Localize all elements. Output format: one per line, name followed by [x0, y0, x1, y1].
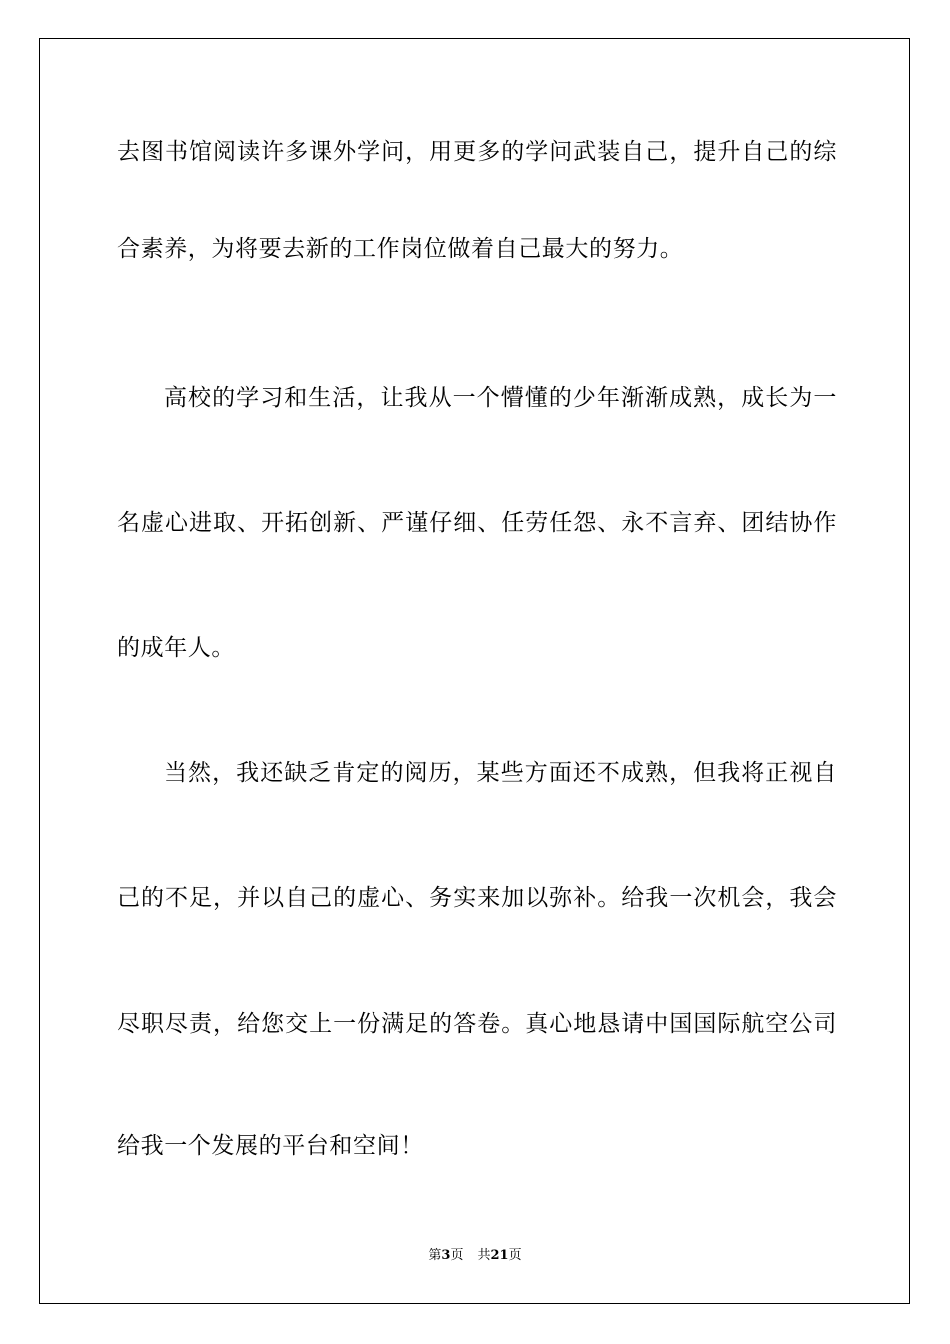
- text-line: 名虚心进取、开拓创新、严谨仔细、任劳任怨、永不言弃、团结协作: [117, 510, 837, 536]
- total-pages: 21: [490, 1248, 509, 1263]
- text-line: 给我一个发展的平台和空间！: [117, 1133, 424, 1159]
- total-prefix: 共: [477, 1248, 491, 1263]
- total-suffix: 页: [508, 1248, 522, 1263]
- text-line: 的成年人。: [117, 635, 235, 661]
- text-line: 己的不足，并以自己的虚心、务实来加以弥补。给我一次机会，我会: [117, 885, 837, 911]
- text-line: 高校的学习和生活，让我从一个懵懂的少年渐渐成熟，成长为一: [164, 385, 837, 411]
- page-suffix: 页: [450, 1248, 464, 1263]
- text-line: 去图书馆阅读许多课外学问，用更多的学问武装自己，提升自己的综: [117, 139, 837, 165]
- page-footer: [0, 1247, 950, 1265]
- text-line: 当然，我还缺乏肯定的阅历，某些方面还不成熟，但我将正视自: [164, 760, 837, 786]
- text-line: 尽职尽责，给您交上一份满足的答卷。真心地恳请中国国际航空公司: [117, 1011, 837, 1037]
- page-frame: [39, 38, 910, 1304]
- page-number: 3: [441, 1248, 451, 1263]
- text-line: 合素养，为将要去新的工作岗位做着自己最大的努力。: [117, 236, 684, 262]
- page-prefix: 第: [428, 1248, 442, 1263]
